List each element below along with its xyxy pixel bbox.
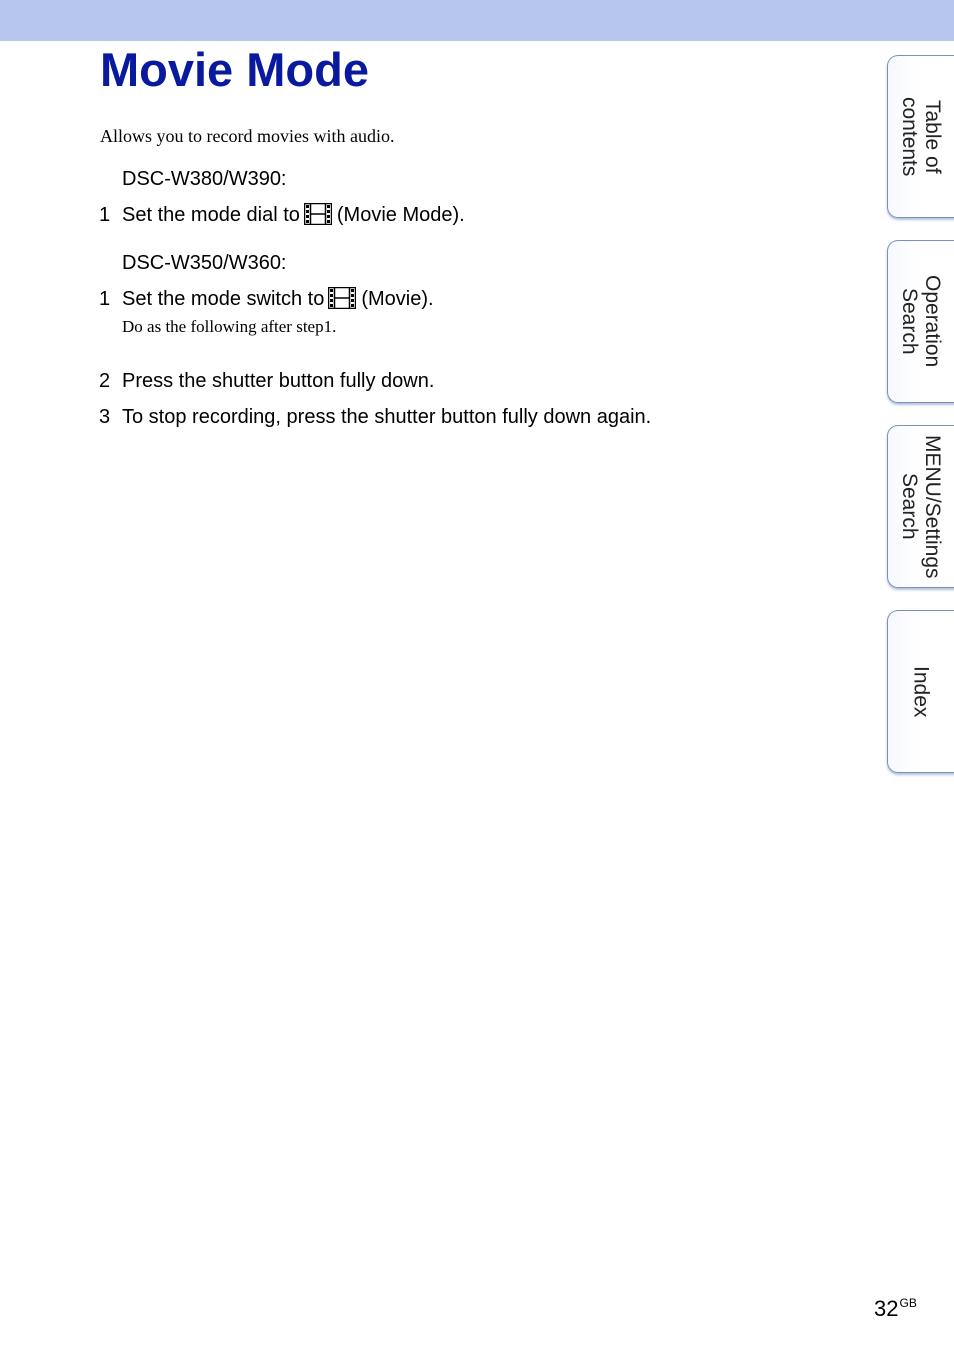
step-number: 3 — [99, 406, 111, 428]
step-set-mode-dial — [99, 202, 465, 232]
step-text-before: Set the mode dial to — [122, 204, 300, 226]
model-label-w380: DSC-W380/W390: — [122, 168, 287, 190]
step-text: To stop recording, press the shutter button fully down again. — [122, 406, 652, 428]
step-text-before: Set the mode switch to — [122, 288, 325, 310]
movie-film-icon — [304, 203, 332, 232]
page-number — [874, 1290, 917, 1322]
step-text-after: (Movie Mode). — [336, 204, 465, 226]
page-number-value: 32 — [874, 1296, 899, 1321]
tab-operation-search[interactable] — [887, 240, 954, 403]
tab-menu-settings-search[interactable] — [887, 425, 954, 588]
page-title: Movie Mode — [100, 43, 369, 96]
step-number: 1 — [99, 288, 111, 310]
tab-index[interactable] — [887, 610, 954, 773]
step-stop-recording — [99, 404, 651, 430]
tab-label: Operation Search — [898, 275, 944, 368]
page-number-suffix: GB — [899, 1296, 917, 1310]
model-label-w350: DSC-W350/W360: — [122, 252, 287, 274]
movie-film-icon — [328, 287, 356, 316]
tab-table-of-contents[interactable] — [887, 55, 954, 218]
step-number: 1 — [99, 204, 111, 226]
step-text-after: (Movie). — [361, 288, 434, 310]
step-text: Press the shutter button fully down. — [122, 370, 435, 392]
header-band — [0, 0, 954, 41]
step-number: 2 — [99, 370, 111, 392]
tab-label: Table of contents — [898, 96, 944, 177]
intro-text: Allows you to record movies with audio. — [100, 126, 395, 146]
step-set-mode-switch — [99, 286, 434, 316]
step-press-shutter — [99, 368, 434, 394]
step-note: Do as the following after step1. — [122, 317, 337, 336]
tab-label: Index — [909, 665, 933, 718]
tab-label: MENU/Settings Search — [898, 434, 944, 579]
